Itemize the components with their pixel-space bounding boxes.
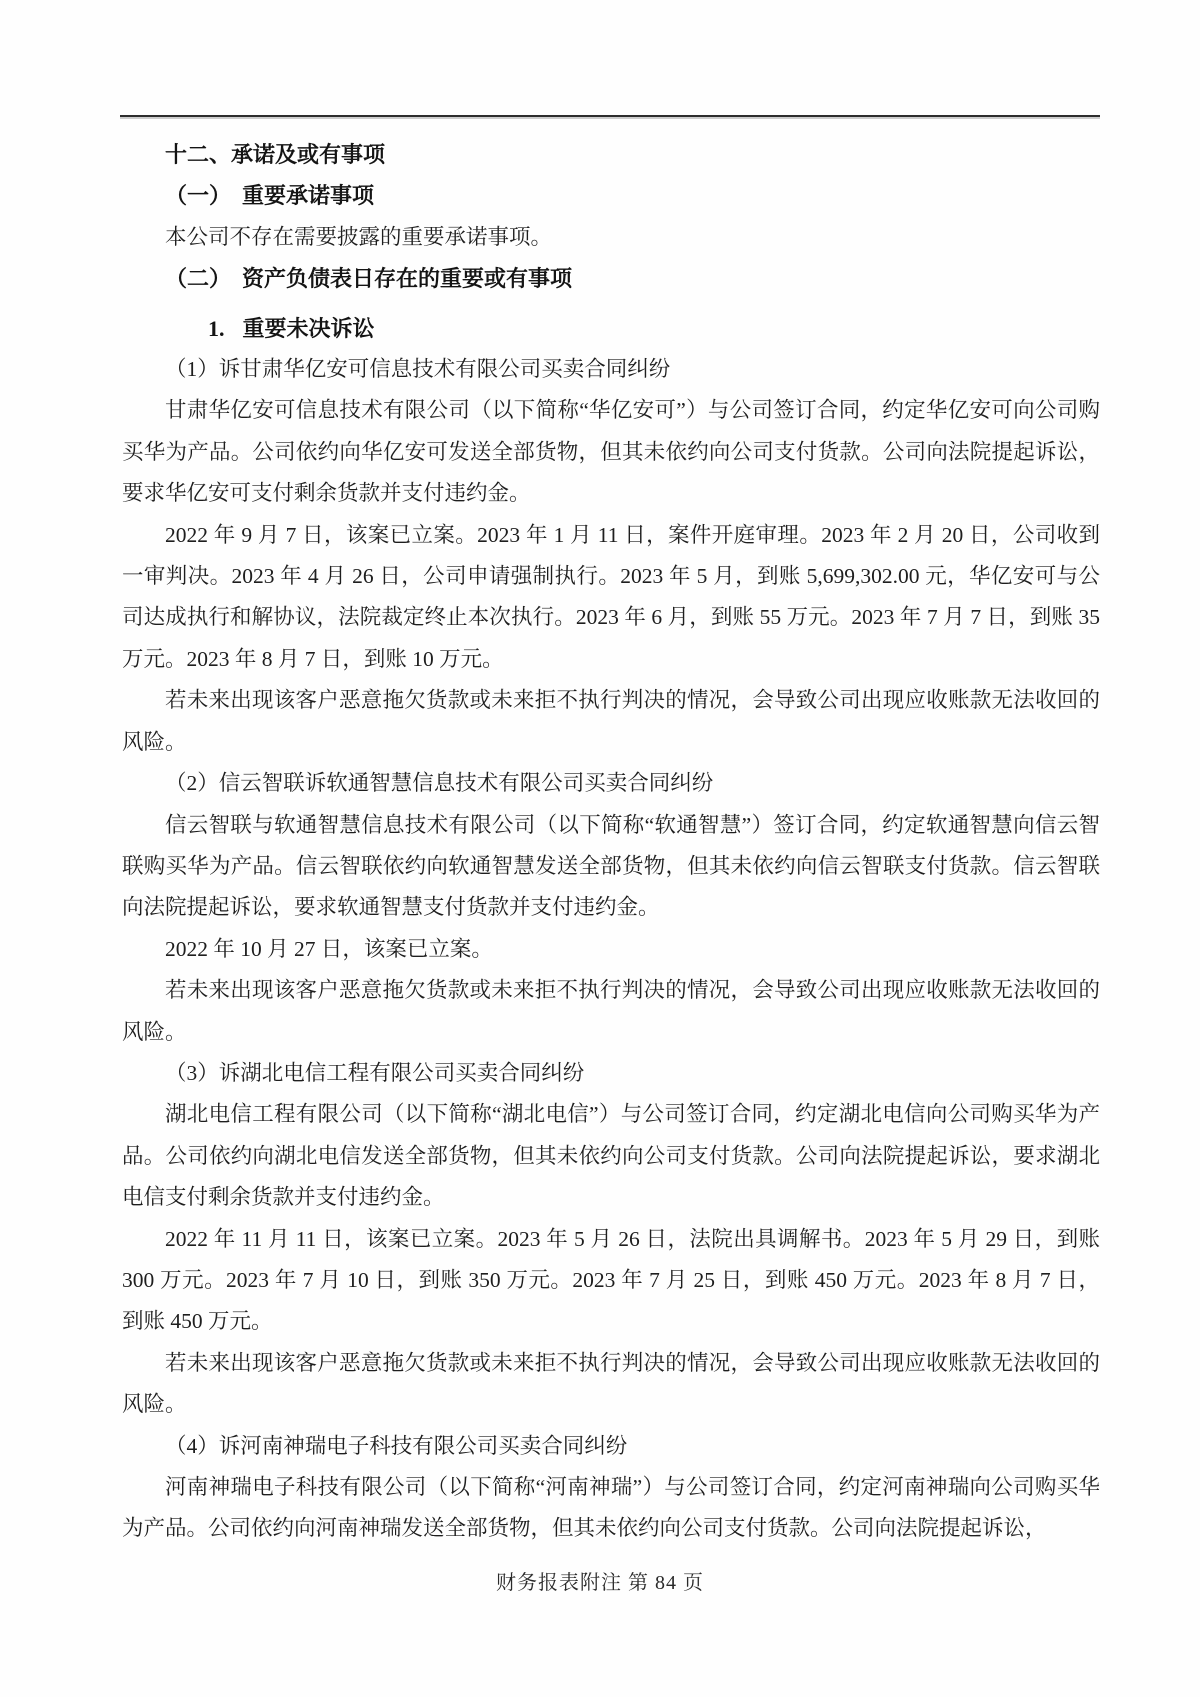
case-2-title: （2）信云智联诉软通智慧信息技术有限公司买卖合同纠纷 xyxy=(165,771,714,796)
document-body xyxy=(122,134,1100,1550)
case-3-timeline: 2022 年 11 月 11 日，该案已立案。2023 年 5 月 26 日，法院出具调解书。2023 年 5 月 29 日，到账 300 万元。2023 年 7 月 10 日，到账 350 万元。2023 年 7 月 25 日，到账 450 万元。2023 年 8 月 7 日，到账 450 万元。 xyxy=(122,1226,1100,1334)
heading-pending-litigation xyxy=(122,308,1100,349)
heading-important-commitments: （一） 重要承诺事项 xyxy=(165,183,375,209)
case-1-title: （1）诉甘肃华亿安可信息技术有限公司买卖合同纠纷 xyxy=(165,357,671,382)
heading-commitments-and-contingencies: 十二、承诺及或有事项 xyxy=(165,142,386,167)
case-1-risk-note: 若未来出现该客户恶意拖欠货款或未来拒不执行判决的情况，会导致公司出现应收账款无法收回的风险。 xyxy=(122,688,1100,754)
case-2-description: 信云智联与软通智慧信息技术有限公司（以下简称“软通智慧”）签订合同，约定软通智慧向信云智联购买华为产品。信云智联依约向软通智慧发送全部货物，但其未依约向信云智联支付货款。信云智联向法院提起诉讼，要求软通智慧支付货款并支付违约金。 xyxy=(122,812,1100,920)
heading-balance-sheet-contingencies: （二） 资产负债表日存在的重要或有事项 xyxy=(165,266,573,292)
case-2-timeline: 2022 年 10 月 27 日，该案已立案。 xyxy=(165,936,493,961)
case-2-risk-note: 若未来出现该客户恶意拖欠货款或未来拒不执行判决的情况，会导致公司出现应收账款无法收回的风险。 xyxy=(122,978,1100,1044)
case-1-timeline: 2022 年 9 月 7 日，该案已立案。2023 年 1 月 11 日，案件开庭审理。2023 年 2 月 20 日，公司收到一审判决。2023 年 4 月 26 日，公司申请强制执行。2023 年 5 月，到账 5,699,302.00 元，华亿安可与公司达成执行和解协议，法院裁定终止本次执行。2023 年 6 月，到账 55 万元。2023 年 7 月 7 日，到账 35 万元。2023 年 8 月 7 日，到账 10 万元。 xyxy=(122,522,1100,671)
case-3-description: 湖北电信工程有限公司（以下简称“湖北电信”）与公司签订合同，约定湖北电信向公司购买华为产品。公司依约向湖北电信发送全部货物，但其未依约向公司支付货款。公司向法院提起诉讼，要求湖北电信支付剩余货款并支付违约金。 xyxy=(122,1102,1100,1210)
case-3-risk-note: 若未来出现该客户恶意拖欠货款或未来拒不执行判决的情况，会导致公司出现应收账款无法收回的风险。 xyxy=(122,1350,1100,1417)
page-footer: 财务报表附注 第 84 页 xyxy=(496,1572,704,1594)
heading-number: 1. xyxy=(208,315,225,341)
case-4-title: （4）诉河南神瑞电子科技有限公司买卖合同纠纷 xyxy=(165,1433,628,1458)
case-3-title: （3）诉湖北电信工程有限公司买卖合同纠纷 xyxy=(165,1060,585,1085)
heading-text: 重要未决诉讼 xyxy=(242,315,375,341)
case-1-description: 甘肃华亿安可信息技术有限公司（以下简称“华亿安可”）与公司签订合同，约定华亿安可向公司购买华为产品。公司依约向华亿安可发送全部货物，但其未依约向公司支付货款。公司向法院提起诉讼，要求华亿安可支付剩余货款并支付违约金。 xyxy=(122,398,1100,506)
header-divider-line xyxy=(120,115,1100,117)
case-4-description: 河南神瑞电子科技有限公司（以下简称“河南神瑞”）与公司签订合同，约定河南神瑞向公司购买华为产品。公司依约向河南神瑞发送全部货物，但其未依约向公司支付货款。公司向法院提起诉讼， xyxy=(122,1475,1100,1541)
paragraph-no-commitments: 本公司不存在需要披露的重要承诺事项。 xyxy=(165,224,553,249)
